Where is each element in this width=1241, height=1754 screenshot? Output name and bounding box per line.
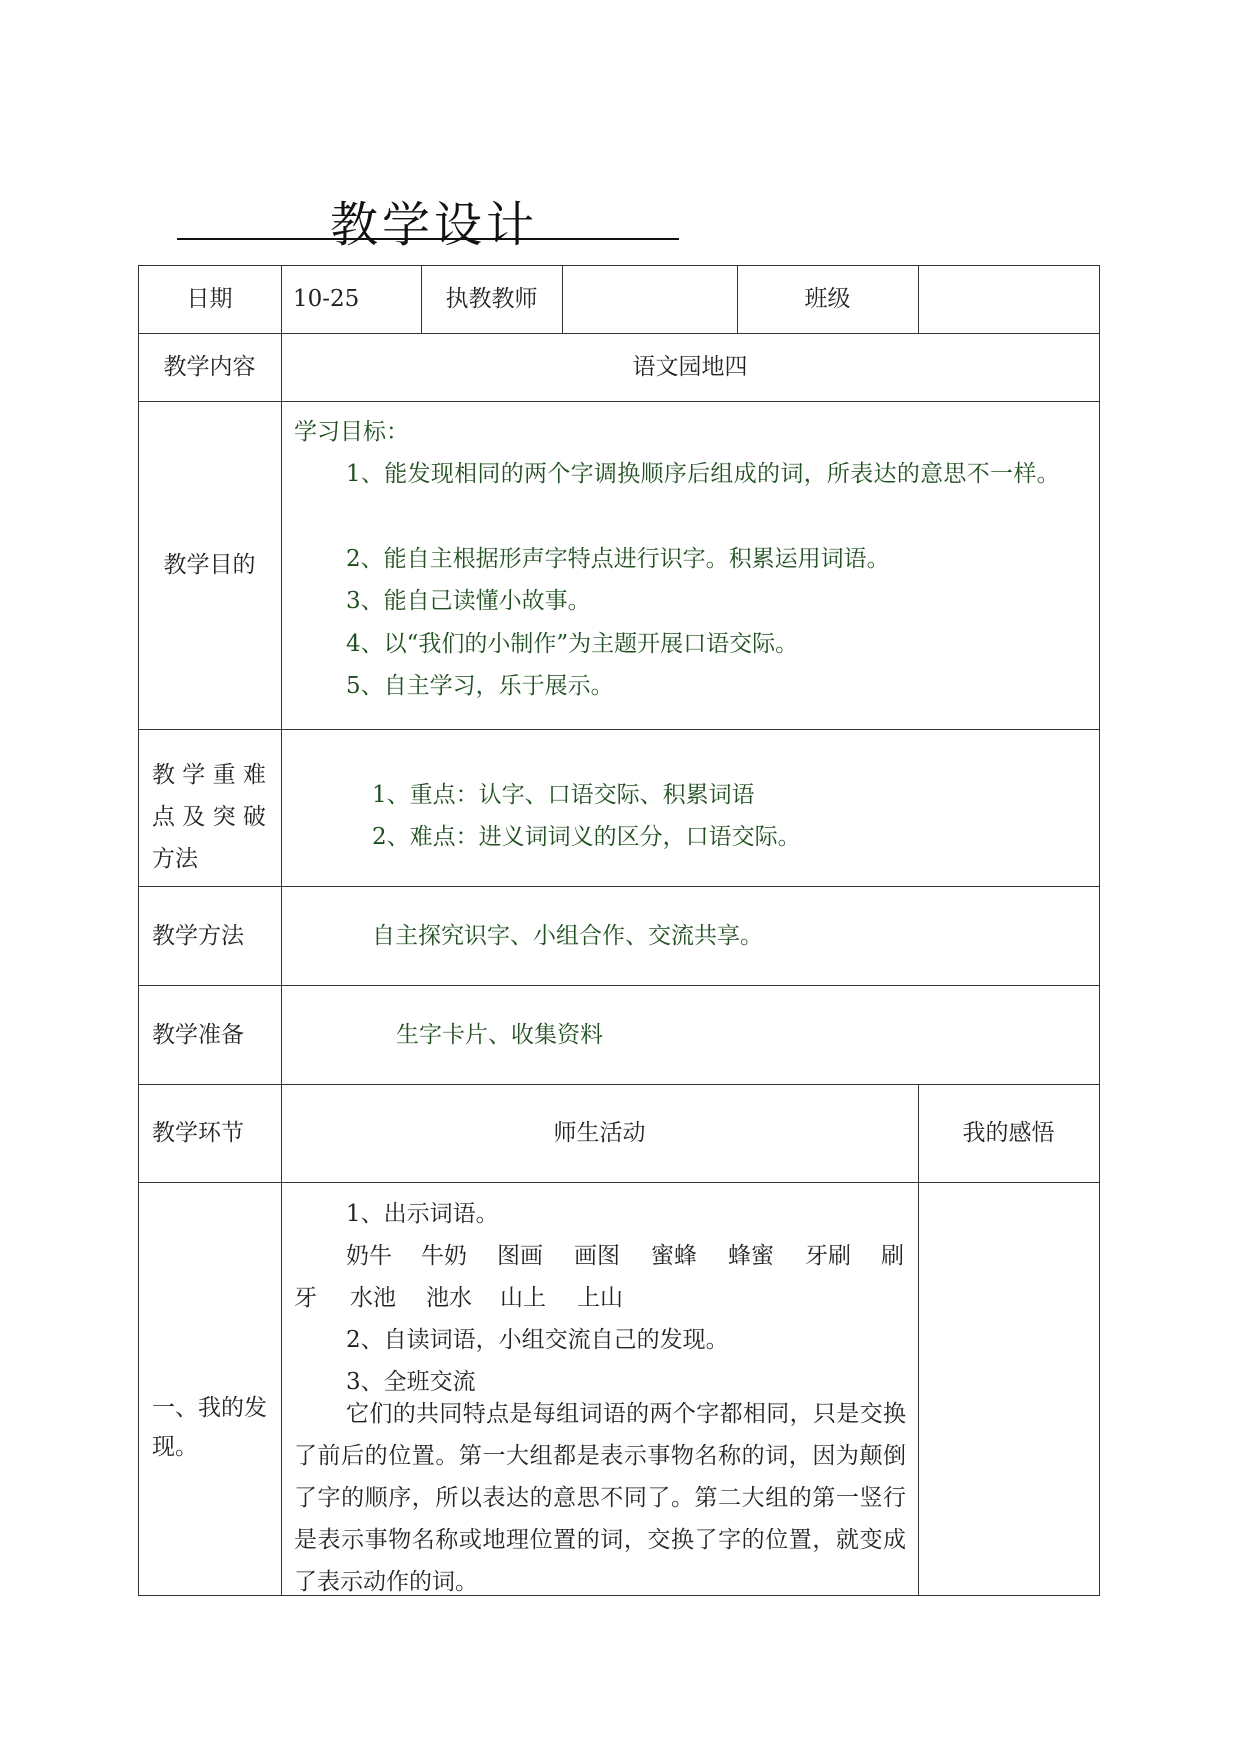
row-divider [138,729,1100,730]
goal-item: 3、能自己读懂小故事。 [346,588,591,614]
key-points-label-line: 点 及 突 破 [152,804,266,830]
method-label: 教学方法 [152,922,244,949]
word: 山上 [500,1285,546,1311]
section-header-activity: 师生活动 [553,1120,646,1146]
method-value: 自主探究识字、小组合作、交流共享。 [372,922,763,949]
goal-item: 1、能发现相同的两个字调换顺序后组成的词，所表达的意思不一样。 [346,461,1060,487]
activity-step: 2、自读词语，小组交流自己的发现。 [346,1327,729,1353]
teacher-label: 执教教师 [445,286,538,312]
word: 水池 [350,1285,396,1311]
goal-item: 5、自主学习，乐于展示。 [346,673,614,699]
teacher-value [562,265,737,333]
word: 刷 [881,1243,904,1269]
class-label: 班级 [804,286,851,312]
goals-heading: 学习目标： [294,419,409,445]
key-points-label-line: 方法 [152,846,198,872]
word: 蜂蜜 [728,1243,774,1269]
date-value: 10-25 [293,286,360,312]
word: 牙刷 [805,1243,851,1269]
key-points-label-line: 教 学 重 难 [152,762,266,788]
table-border-right [1099,265,1100,1596]
section-header-reflection: 我的感悟 [962,1120,1055,1146]
content-label: 教学内容 [163,354,256,380]
section-header-stage: 教学环节 [152,1120,244,1146]
word: 牛奶 [421,1243,467,1269]
title-underline [177,238,679,240]
prep-value: 生字卡片、收集资料 [396,1021,603,1048]
goals-label: 教学目的 [163,552,256,578]
word: 蜜蜂 [651,1243,697,1269]
content-value: 语文园地四 [632,354,748,380]
class-value [918,265,1099,333]
goal-item: 4、以“我们的小制作”为主题开展口语交际。 [346,631,799,657]
row-divider [138,401,1100,402]
word: 上山 [577,1285,623,1311]
prep-label: 教学准备 [152,1021,244,1048]
date-label: 日期 [186,286,233,312]
section-one-label-line: 一、我的发 [152,1395,267,1421]
reflection-cell [918,1182,1099,1595]
column-divider [281,265,282,1596]
word: 奶牛 [346,1243,392,1269]
word: 图画 [497,1243,543,1269]
activity-step: 1、出示词语。 [346,1201,499,1227]
activity-step: 3、全班交流 [346,1369,476,1395]
key-point-item: 2、难点：进义词词义的区分，口语交际。 [372,824,801,850]
word: 池水 [426,1285,472,1311]
word: 画图 [574,1243,620,1269]
lesson-plan-table [138,265,1100,1596]
page-title: 教学设计 [330,197,539,253]
key-point-item: 1、重点：认字、口语交际、积累词语 [372,782,755,808]
word: 牙 [294,1285,317,1311]
section-one-label-line: 现。 [152,1434,198,1460]
goal-item: 2、能自主根据形声字特点进行识字。积累运用词语。 [346,546,890,572]
activity-paragraph: 它们的共同特点是每组词语的两个字都相同，只是交换了前后的位置。第一大组都是表示事物名称的词，因为颠倒了字的顺序，所以表达的意思不同了。第二大组的第一竖行是表示事物名称或地理位置的词，交换了字的位置，就变成了表示动作的词。 [294,1401,906,1595]
